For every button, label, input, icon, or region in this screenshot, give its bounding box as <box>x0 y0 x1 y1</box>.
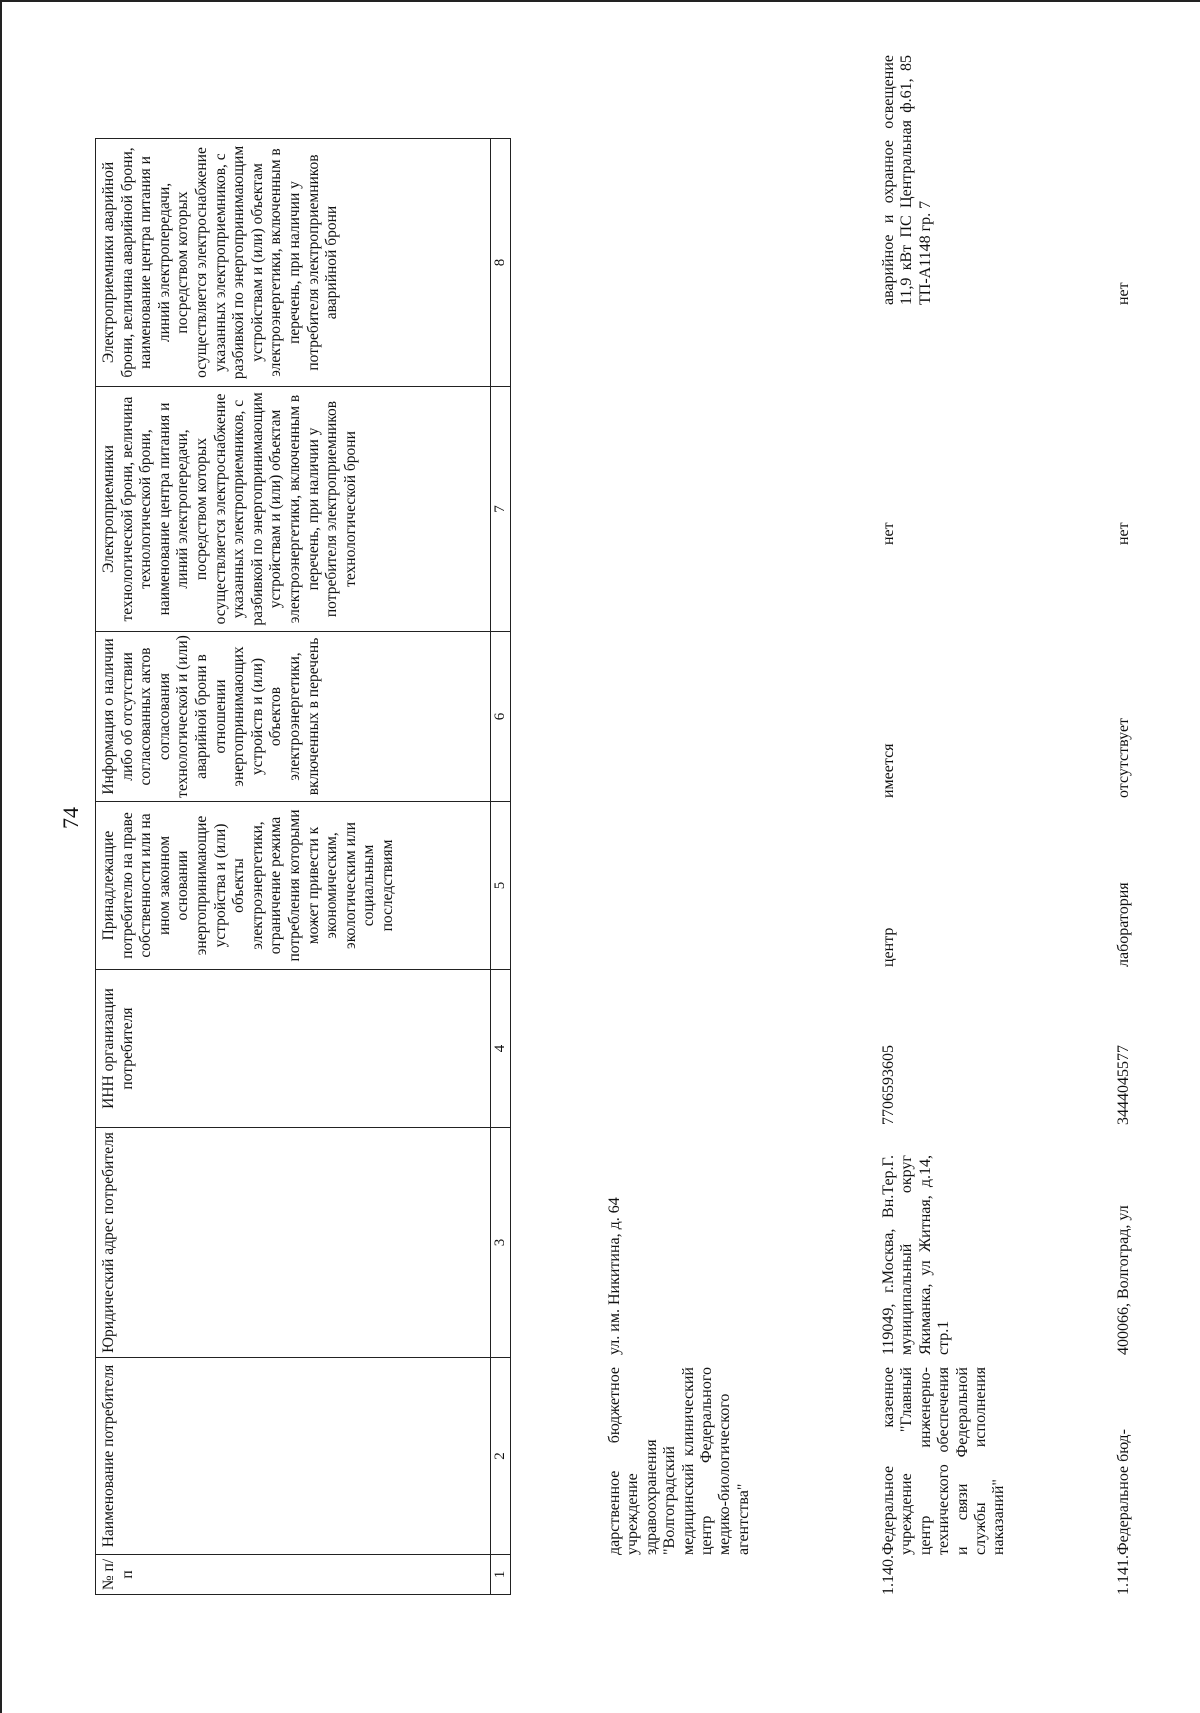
consumer-name: Федеральное казенное учреждение "Главный центр инженерно-технического обеспечения и связи Федеральной службы исполнения наказаний" <box>880 1367 1008 1555</box>
inn: 7706593605 <box>880 1045 897 1125</box>
header-num: 1 <box>491 1555 511 1595</box>
legal-address: ул. им. Никитина, д. 64 <box>606 1197 623 1355</box>
header-num: 7 <box>491 387 511 632</box>
technological-armor: нет <box>880 522 897 545</box>
header-col1: № п/п <box>96 1555 491 1595</box>
header-col5: Принадлежащие потребителю на праве собственности или на ином законном основании энергопринимающие устройства и (или) объекты электроэнергетики, ограничение режима потребления которыми может привести к экономическим, экологическим или социальным последствиям <box>96 802 491 970</box>
header-num: 6 <box>491 632 511 802</box>
header-num: 5 <box>491 802 511 970</box>
owned-equipment: лаборатория <box>1115 882 1132 967</box>
consumer-name: дарственное бюджетное учреждение здравоохранения "Волгоградский медицинский клинический центр Федерального медико-биологического агентства" <box>606 1367 752 1555</box>
emergency-armor: аварийное и охранное освещение 11,9 кВт ПС Центральная ф.61, 85 ТП-А1148 гр. 7 <box>880 55 934 305</box>
armor-acts: отсутствует <box>1115 717 1132 798</box>
header-num: 2 <box>491 1358 511 1555</box>
header-num: 3 <box>491 1128 511 1358</box>
header-col4: ИНН организации потребителя <box>96 970 491 1128</box>
header-col7: Электроприемники технологической брони, величина технологической брони, наименование центра питания и линий электропередачи, посредством которых осуществляется электроснабжение указанных электроприемников, с разбивкой по энергопринимающим устройствам и (или) объектам электроэнергетики, включенным в перечень, при наличии у потребителя электроприемников технологической брони <box>96 387 491 632</box>
row-number: 1.140. <box>880 1555 897 1595</box>
page-number: 74 <box>58 807 83 829</box>
inn: 3444045577 <box>1115 1045 1132 1125</box>
emergency-armor: нет <box>1115 282 1132 305</box>
row-number: 1.141. <box>1115 1555 1132 1595</box>
header-col6: Информация о наличии либо об отсутствии согласованных актов согласования технологической и (или) аварийной брони в отношении энергопринимающих устройств и (или) объектов электроэнергетики, включенных в перечень <box>96 632 491 802</box>
header-col8: Электроприемники аварийной брони, величина аварийной брони, наименование центра питания и линий электропередачи, посредством которых осуществляется электроснабжение указанных электроприемников, с разбивкой по энергопринимающим устройствам и (или) объектам электроэнергетики, включенным в перечень, при наличии у потребителя электроприемников аварийной брони <box>96 139 491 387</box>
header-col3: Юридический адрес потребителя <box>96 1128 491 1358</box>
technological-armor: нет <box>1115 522 1132 545</box>
consumer-name: Федеральное бюд- <box>1115 1429 1132 1555</box>
legal-address: 400066, Волгоград, ул <box>1115 1205 1132 1355</box>
header-num: 8 <box>491 139 511 387</box>
armor-acts: имеется <box>880 743 897 798</box>
table-header <box>95 138 511 1595</box>
header-col2: Наименование потребителя <box>96 1358 491 1555</box>
legal-address: 119049, г.Москва, Вн.Тер.Г. муниципальный округ Якиманка, ул Житная, д.14, стр.1 <box>880 1155 953 1355</box>
header-num: 4 <box>491 970 511 1128</box>
owned-equipment: центр <box>880 927 897 967</box>
